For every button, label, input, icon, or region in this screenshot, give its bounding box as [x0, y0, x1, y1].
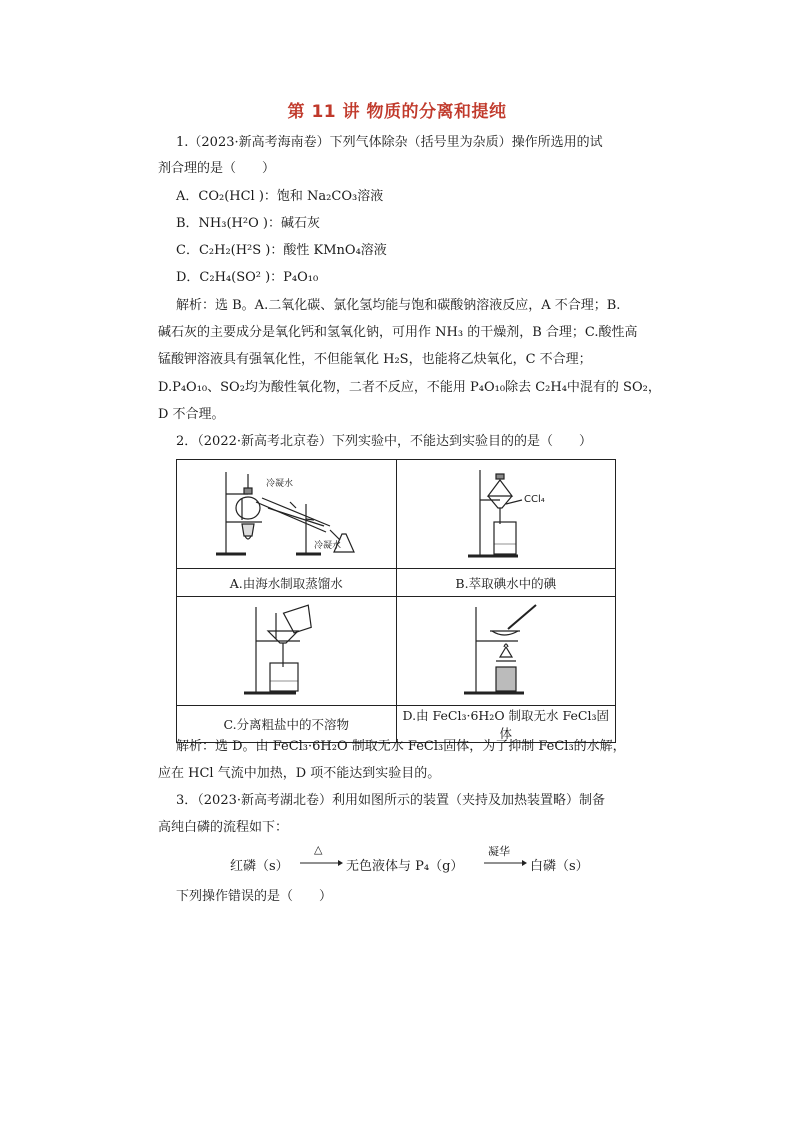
filtration-diagram [226, 601, 346, 701]
ccl4-label: CCl₄ [523, 494, 545, 505]
q1-answer-line5: D 不合理。 [158, 407, 225, 422]
heat-symbol: △ [314, 843, 323, 856]
q2-stem: 2．（2022·新高考北京卷）下列实验中，不能达到实验目的的是（ ） [176, 434, 592, 449]
q1-answer-line1: 解析：选 B。A.二氧化碳、氯化氢均能与饱和碳酸钠溶液反应，A 不合理；B. [176, 298, 621, 313]
q1-option-d: D．C₂H₄(SO² )：P₄O₁₀ [176, 270, 319, 285]
apparatus-filtration [177, 597, 397, 706]
extraction-diagram [446, 464, 566, 564]
q3-stem-line1: 3．（2023·新高考湖北卷）利用如图所示的装置（夹持及加热装置略）制备 [176, 793, 605, 808]
apparatus-evaporation [396, 597, 616, 706]
caption-b [396, 569, 616, 597]
page-title: 第 11 讲 物质的分离和提纯 [287, 102, 507, 122]
q3-stem-line2: 高纯白磷的流程如下： [158, 820, 289, 835]
caption-c-text: C.分离粗盐中的不溶物 [223, 717, 350, 732]
coolant-label-top: 冷凝水 [266, 479, 294, 489]
caption-d [396, 706, 616, 743]
apparatus-extraction [396, 460, 616, 569]
q1-answer-line4: D.P₄O₁₀、SO₂均为酸性氧化物，二者不反应，不能用 P₄O₁₀除去 C₂H₄中混有的 SO₂， [158, 380, 661, 395]
caption-b-text: B.萃取碘水中的碘 [455, 575, 557, 591]
distillation-diagram [206, 464, 366, 564]
q1-option-a: A．CO₂(HCl )：饱和 Na₂CO₃溶液 [176, 189, 384, 204]
caption-a [177, 569, 397, 597]
deposition-label: 凝华 [488, 845, 510, 858]
evaporation-diagram [446, 601, 566, 701]
experiment-table [176, 459, 616, 743]
q1-stem-line2: 剂合理的是（ ） [158, 161, 276, 176]
flow-step-red-phosphorus: 红磷（s） [230, 859, 289, 874]
q2-answer-line1: 解析：选 D。由 FeCl₃·6H₂O 制取无水 FeCl₃固体，为了抑制 FeCl₃的水解， [176, 739, 626, 754]
q1-answer-line2: 碱石灰的主要成分是氧化钙和氢氧化钠，可用作 NH₃ 的干燥剂，B 合理；C.酸性高 [158, 325, 638, 340]
coolant-label-bottom: 冷凝水 [314, 541, 342, 551]
q3-ask: 下列操作错误的是（ ） [176, 889, 333, 904]
q1-option-b: B．NH₃(H²O )：碱石灰 [176, 216, 320, 231]
flow-step-white-phosphorus: 白磷（s） [530, 859, 589, 874]
caption-c [177, 706, 397, 743]
caption-d-text: D.由 FeCl₃·6H₂O 制取无水 FeCl₃固体 [402, 708, 609, 741]
q1-answer-line3: 锰酸钾溶液具有强氧化性，不但能氧化 H₂S，也能将乙炔氧化，C 不合理； [158, 352, 592, 367]
q1-option-c: C．C₂H₂(H²S )：酸性 KMnO₄溶液 [176, 243, 387, 258]
apparatus-distillation [177, 460, 397, 569]
caption-a-text: A.由海水制取蒸馏水 [229, 575, 343, 591]
q1-stem-line1: 1.（2023·新高考海南卷）下列气体除杂（括号里为杂质）操作所选用的试 [176, 135, 603, 150]
flow-step-vapor: 无色液体与 P₄（g） [346, 859, 464, 874]
q2-answer-line2: 应在 HCl 气流中加热，D 项不能达到实验目的。 [158, 766, 441, 781]
